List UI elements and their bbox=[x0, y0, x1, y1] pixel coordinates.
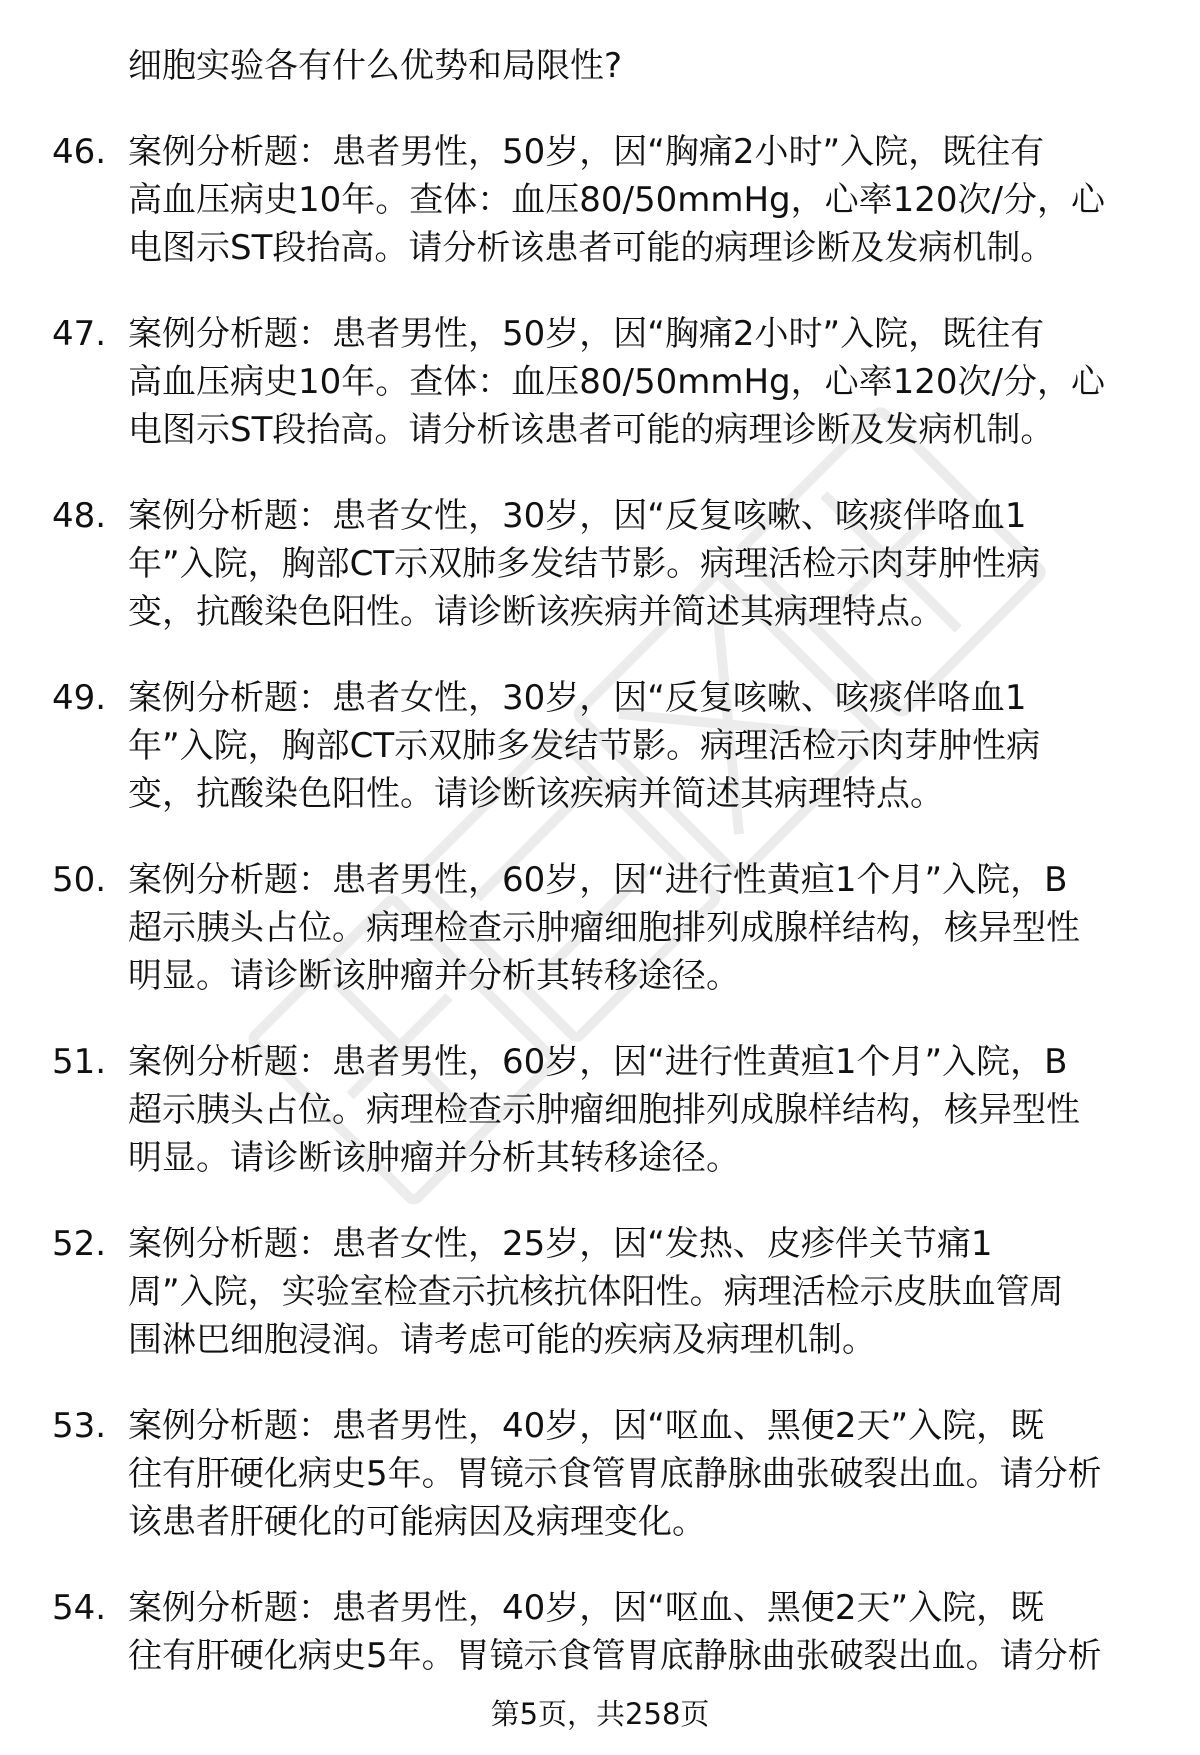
question-number: 53. bbox=[52, 1406, 107, 1446]
question-54 bbox=[0, 1584, 1200, 1680]
question-text-line: 变，抗酸染色阳性。请诊断该疾病并简述其病理特点。 bbox=[128, 592, 944, 632]
question-text-line: 高血压病史10年。查体：血压80/50mmHg，心率120次/分，心 bbox=[128, 180, 1105, 220]
question-text-line: 案例分析题：患者男性，50岁，因“胸痛2小时”入院，既往有 bbox=[128, 132, 1045, 172]
question-text-line: 年”入院，胸部CT示双肺多发结节影。病理活检示肉芽肿性病 bbox=[128, 544, 1041, 584]
question-text-line: 案例分析题：患者男性，40岁，因“呕血、黑便2天”入院，既 bbox=[128, 1406, 1045, 1446]
question-text-line: 电图示ST段抬高。请分析该患者可能的病理诊断及发病机制。 bbox=[128, 228, 1055, 268]
question-number: 46. bbox=[52, 132, 107, 172]
question-text-line: 周”入院，实验室检查示抗核抗体阳性。病理活检示皮肤血管周 bbox=[128, 1272, 1064, 1312]
question-53 bbox=[0, 1402, 1200, 1546]
question-47 bbox=[0, 310, 1200, 454]
question-text-line: 案例分析题：患者女性，25岁，因“发热、皮疹伴关节痛1 bbox=[128, 1224, 993, 1264]
question-number: 48. bbox=[52, 496, 107, 536]
question-list bbox=[0, 42, 1200, 1680]
question-text-line: 往有肝硬化病史5年。胃镜示食管胃底静脉曲张破裂出血。请分析 bbox=[128, 1454, 1102, 1494]
question-text-line: 高血压病史10年。查体：血压80/50mmHg，心率120次/分，心 bbox=[128, 362, 1105, 402]
question-text-line: 案例分析题：患者男性，50岁，因“胸痛2小时”入院，既往有 bbox=[128, 314, 1045, 354]
question-text-line: 案例分析题：患者男性，60岁，因“进行性黄疸1个月”入院，B bbox=[128, 1042, 1068, 1082]
question-number: 51. bbox=[52, 1042, 107, 1082]
question-text-line: 明显。请诊断该肿瘤并分析其转移途径。 bbox=[128, 956, 740, 996]
question-text-line: 该患者肝硬化的可能病因及病理变化。 bbox=[128, 1502, 706, 1542]
question-text-line: 变，抗酸染色阳性。请诊断该疾病并简述其病理特点。 bbox=[128, 774, 944, 814]
question-text-line: 年”入院，胸部CT示双肺多发结节影。病理活检示肉芽肿性病 bbox=[128, 726, 1041, 766]
question-text-line: 电图示ST段抬高。请分析该患者可能的病理诊断及发病机制。 bbox=[128, 410, 1055, 450]
question-text-line: 超示胰头占位。病理检查示肿瘤细胞排列成腺样结构，核异型性 bbox=[128, 1090, 1080, 1130]
question-number: 47. bbox=[52, 314, 107, 354]
question-text-line: 案例分析题：患者女性，30岁，因“反复咳嗽、咳痰伴咯血1 bbox=[128, 496, 1027, 536]
page-footer: 第5页，共258页 bbox=[490, 1697, 710, 1731]
question-text-line: 案例分析题：患者男性，60岁，因“进行性黄疸1个月”入院，B bbox=[128, 860, 1068, 900]
question-text-line: 往有肝硬化病史5年。胃镜示食管胃底静脉曲张破裂出血。请分析 bbox=[128, 1636, 1102, 1676]
question-text-line: 明显。请诊断该肿瘤并分析其转移途径。 bbox=[128, 1138, 740, 1178]
question-text-line: 案例分析题：患者男性，40岁，因“呕血、黑便2天”入院，既 bbox=[128, 1588, 1045, 1628]
question-46 bbox=[0, 128, 1200, 272]
question-52 bbox=[0, 1220, 1200, 1364]
question-50 bbox=[0, 856, 1200, 1000]
question-text-line: 超示胰头占位。病理检查示肿瘤细胞排列成腺样结构，核异型性 bbox=[128, 908, 1080, 948]
question-text-line: 围淋巴细胞浸润。请考虑可能的疾病及病理机制。 bbox=[128, 1320, 876, 1360]
question-text-line: 案例分析题：患者女性，30岁，因“反复咳嗽、咳痰伴咯血1 bbox=[128, 678, 1027, 718]
question-48 bbox=[0, 492, 1200, 636]
question-51 bbox=[0, 1038, 1200, 1182]
question-number: 50. bbox=[52, 860, 107, 900]
question-number: 52. bbox=[52, 1224, 107, 1264]
question-number: 54. bbox=[52, 1588, 107, 1628]
question-49 bbox=[0, 674, 1200, 818]
question-number: 49. bbox=[52, 678, 107, 718]
continuation-line: 细胞实验各有什么优势和局限性? bbox=[128, 46, 623, 86]
